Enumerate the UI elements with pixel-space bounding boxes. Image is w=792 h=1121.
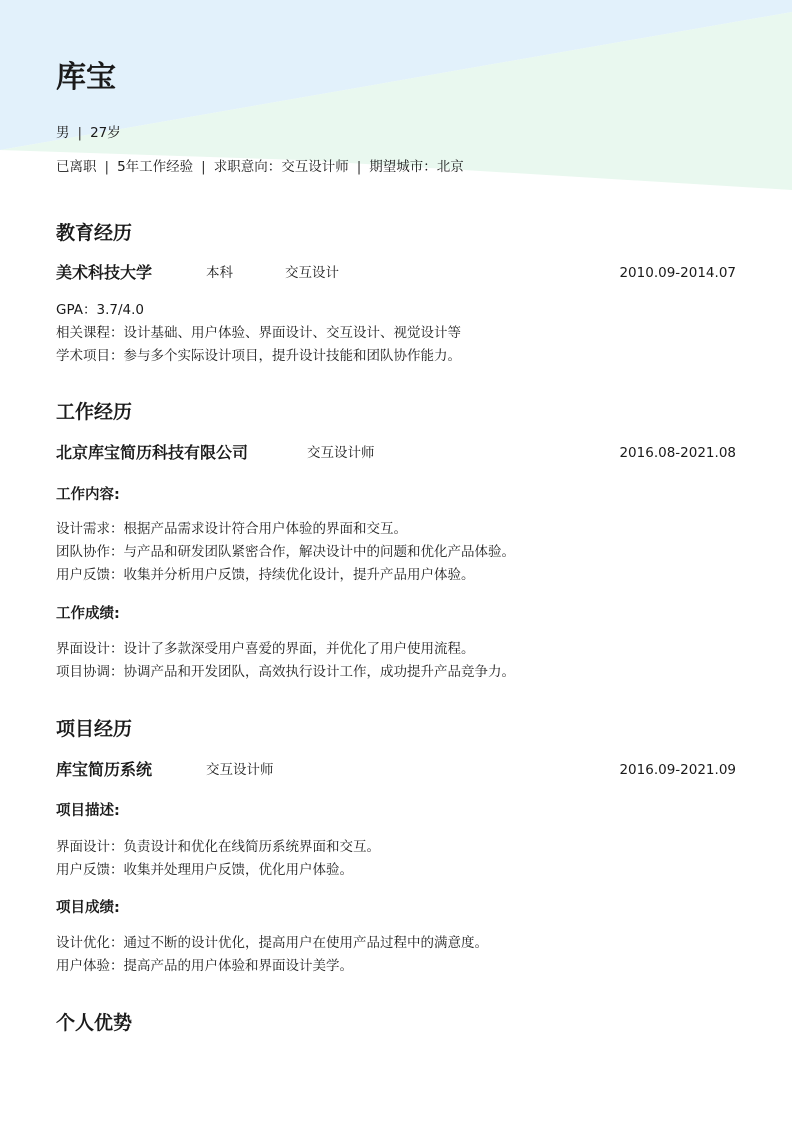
project-results-title: 项目成绩: [56,900,120,916]
company-name: 北京库宝简历科技有限公司 [56,443,249,462]
education-detail: GPA：3.7/4.0 [56,302,144,318]
work-title: 工作经历 [56,401,133,423]
education-detail: 相关课程：设计基础、用户体验、界面设计、交互设计、视觉设计等 [56,325,461,341]
project-desc-item: 用户反馈：收集并处理用户反馈，优化用户体验。 [56,862,353,878]
major: 交互设计 [285,265,339,281]
work-result-item: 项目协调：协调产品和开发团队，高效执行设计工作，成功提升产品竞争力。 [56,664,515,680]
work-role: 交互设计师 [307,445,375,461]
project-title: 项目经历 [56,718,133,740]
strengths-title: 个人优势 [56,1012,133,1034]
basic-info [56,123,121,143]
work-content [56,518,515,587]
project-result-item: 设计优化：通过不断的设计优化，提高用户在使用产品过程中的满意度。 [56,935,488,951]
education-date: 2010.09-2014.07 [619,265,736,281]
work-header [56,442,736,464]
project-desc-title: 项目描述: [56,803,120,819]
project-result-item: 用户体验：提高产品的用户体验和界面设计美学。 [56,958,353,974]
job-info [56,157,464,177]
separator: | [356,159,362,175]
separator: | [77,125,83,141]
work-result-item: 界面设计：设计了多款深受用户喜爱的界面，并优化了用户使用流程。 [56,641,475,657]
project-desc-item: 界面设计：负责设计和优化在线简历系统界面和交互。 [56,839,380,855]
work-date: 2016.08-2021.08 [619,445,736,461]
age: 27岁 [90,125,121,141]
resume-page [56,0,736,1121]
work-results-title: 工作成绩: [56,606,120,622]
candidate-name: 库宝 [56,60,116,95]
education-header [56,262,736,284]
project-role: 交互设计师 [206,762,274,778]
separator: | [104,159,110,175]
work-content-item: 团队协作：与产品和研发团队紧密合作，解决设计中的问题和优化产品体验。 [56,544,515,560]
education-title: 教育经历 [56,222,133,244]
work-content-item: 用户反馈：收集并分析用户反馈，持续优化设计，提升产品用户体验。 [56,567,475,583]
work-experience: 5年工作经验 [117,159,194,175]
project-header [56,759,736,781]
expected-city: 期望城市：北京 [369,159,464,175]
project-date: 2016.09-2021.09 [619,762,736,778]
work-content-item: 设计需求：根据产品需求设计符合用户体验的界面和交互。 [56,521,407,537]
degree: 本科 [206,265,233,281]
school-name: 美术科技大学 [56,263,153,282]
work-content-title: 工作内容: [56,487,120,503]
job-status: 已离职 [56,159,97,175]
work-results [56,638,515,684]
education-detail: 学术项目：参与多个实际设计项目，提升设计技能和团队协作能力。 [56,348,461,364]
gender: 男 [56,125,70,141]
separator: | [201,159,206,175]
project-name: 库宝简历系统 [56,760,153,779]
project-results [56,932,488,978]
project-desc [56,836,380,882]
education-details [56,299,461,368]
job-intent: 求职意向：交互设计师 [213,159,349,175]
